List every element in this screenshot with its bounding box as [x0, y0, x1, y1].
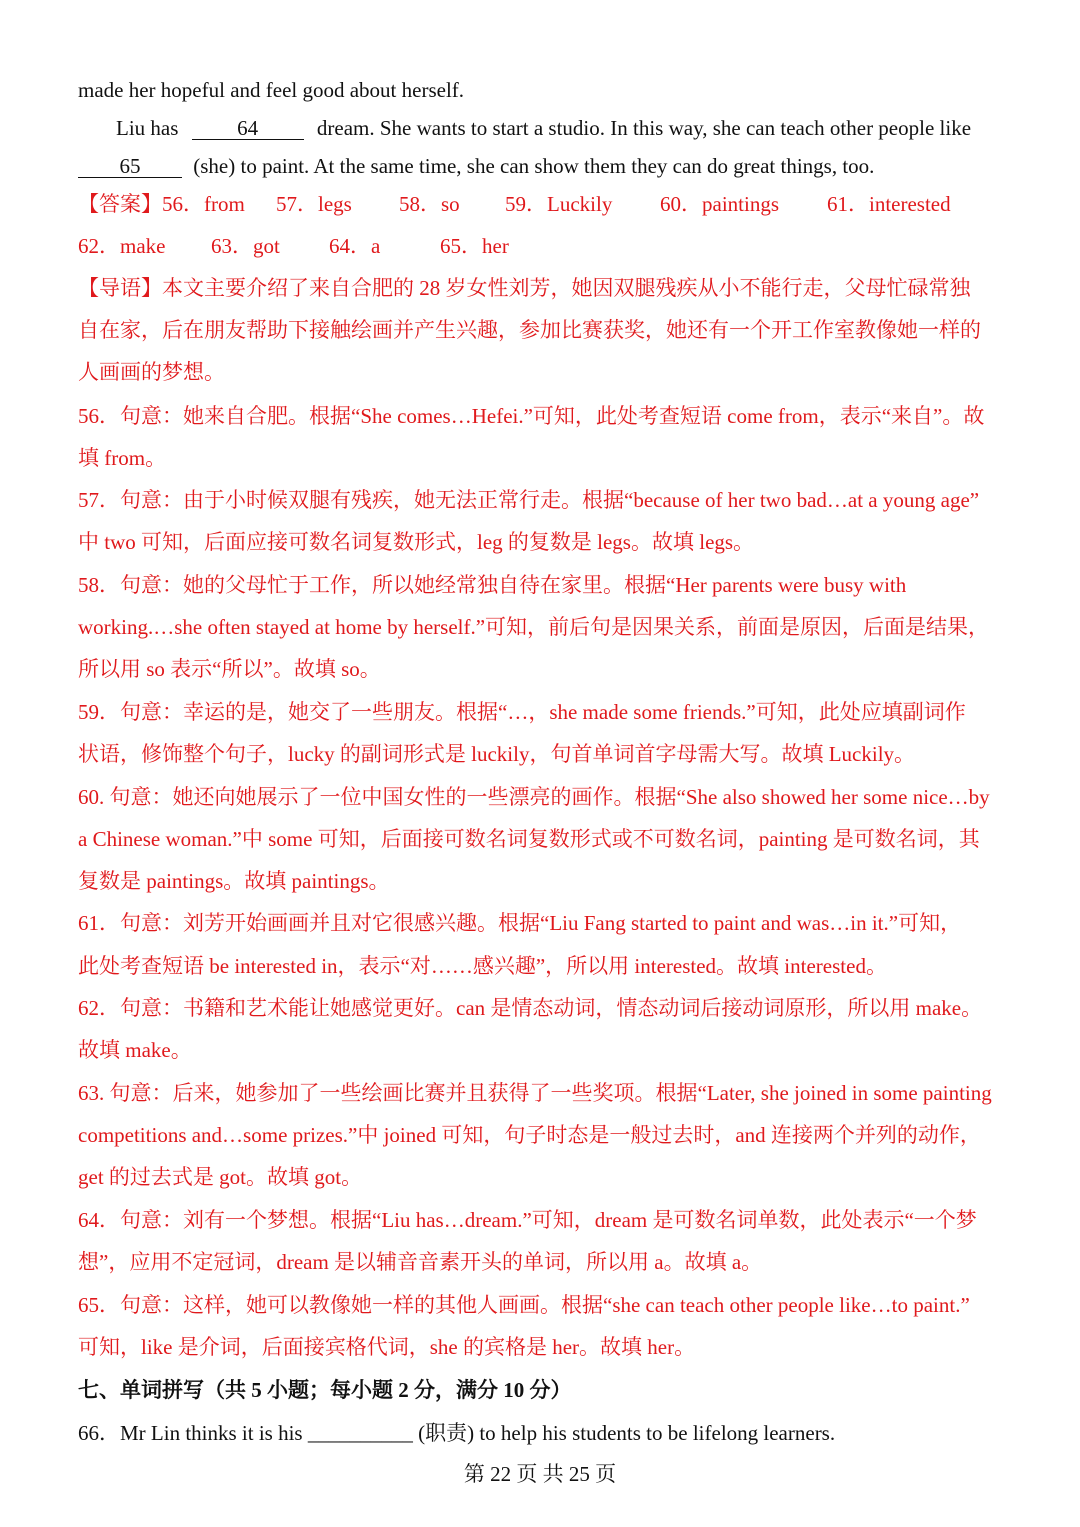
- blank-64: 64: [192, 117, 304, 140]
- section-heading-part: 七、单词拼写（共: [78, 1378, 252, 1402]
- explanation-line: get 的过去式是 got。故填 got。: [78, 1165, 363, 1189]
- explanation-line: 60. 句意：她还向她展示了一位中国女性的一些漂亮的画作。根据“She also showed her some nice…by: [78, 785, 990, 809]
- section-heading-total: 10: [503, 1378, 525, 1402]
- page-number: 第 22 页 共 25 页: [463, 1462, 617, 1486]
- answer-item: 63．got: [211, 234, 280, 258]
- guide-line-1: 【导语】本文主要介绍了来自合肥的 28 岁女性刘芳，她因双腿残疾从小不能行走，父母忙碌常独: [78, 276, 971, 300]
- passage-line-2-start: Liu has: [116, 116, 179, 140]
- explanation-line: 57．句意：由于小时候双腿有残疾，她无法正常行走。根据“because of her two bad…at a young age”: [78, 488, 980, 512]
- guide-line-3: 人画画的梦想。: [78, 360, 225, 384]
- answer-row-1: [78, 190, 1004, 218]
- explanation-line: 56．句意：她来自合肥。根据“She comes…Hefei.”可知，此处考查短语 come from，表示“来自”。故: [78, 404, 985, 428]
- answer-item: 60．paintings: [660, 192, 779, 216]
- question-66-blank: __________: [307, 1421, 413, 1445]
- explanation-line: 62．句意：书籍和艺术能让她感觉更好。can 是情态动词，情态动词后接动词原形，所以用 make。: [78, 996, 983, 1020]
- section-heading-points: 2: [398, 1378, 409, 1402]
- section-heading-part: 分，满分: [408, 1378, 504, 1402]
- explanation-line: 可知，like 是介词，后面接宾格代词，she 的宾格是 her。故填 her。: [78, 1335, 696, 1359]
- explanation-line: 63. 句意：后来，她参加了一些绘画比赛并且获得了一些奖项。根据“Later, she joined in some painting: [78, 1081, 992, 1105]
- answer-item: 64．a: [329, 234, 381, 258]
- explanation-line: 故填 make。: [78, 1038, 192, 1062]
- explanation-line: 59．句意：幸运的是，她交了一些朋友。根据“…，she made some friends.”可知，此处应填副词作: [78, 700, 966, 724]
- answer-item: 59．Luckily: [505, 192, 613, 216]
- question-66-end: (职责) to help his students to be lifelong learners.: [418, 1421, 836, 1445]
- explanation-line: a Chinese woman.”中 some 可知，后面接可数名词复数形式或不可数名词，painting 是可数名词，其: [78, 827, 980, 851]
- explanation-line: 中 two 可知，后面应接可数名词复数形式，leg 的复数是 legs。故填 legs。: [78, 530, 755, 554]
- explanation-line: 64．句意：刘有一个梦想。根据“Liu has…dream.”可知，dream 是可数名词单数，此处表示“一个梦: [78, 1208, 977, 1232]
- answer-item: 62．make: [78, 234, 166, 258]
- explanation-line: 想”，应用不定冠词，dream 是以辅音音素开头的单词，所以用 a。故填 a。: [78, 1250, 763, 1274]
- passage-line-3-end: (she) to paint. At the same time, she can show them they can do great things, too.: [193, 154, 875, 178]
- explanation-line: working.…she often stayed at home by herself.”可知，前后句是因果关系，前面是原因，后面是结果，: [78, 615, 990, 639]
- answer-item: 57．legs: [276, 192, 352, 216]
- answer-row-2: [78, 232, 1004, 260]
- explanation-line: 61．句意：刘芳开始画画并且对它很感兴趣。根据“Liu Fang started to paint and was…in it.”可知，: [78, 911, 962, 935]
- passage-line-1: made her hopeful and feel good about herself.: [78, 78, 465, 102]
- passage-line-2-end: dream. She wants to start a studio. In this way, she can teach other people like: [316, 116, 972, 140]
- blank-65: 65: [78, 155, 182, 178]
- answer-item: 56．from: [162, 192, 245, 216]
- explanation-line: 填 from。: [78, 446, 167, 470]
- section-heading-part: 小题；每小题: [261, 1378, 399, 1402]
- explanation-line: 58．句意：她的父母忙于工作，所以她经常独自待在家里。根据“Her parents were busy with: [78, 573, 907, 597]
- guide-line-2: 自在家，后在朋友帮助下接触绘画并产生兴趣，参加比赛获奖，她还有一个开工作室教像她一样的: [78, 318, 981, 342]
- explanation-line: 65．句意：这样，她可以教像她一样的其他人画画。根据“she can teach other people like…to paint.”: [78, 1293, 970, 1317]
- passage-line-3: [78, 152, 1004, 180]
- answer-item: 61．interested: [827, 192, 951, 216]
- explanation-line: 此处考查短语 be interested in，表示“对……感兴趣”，所以用 interested。故填 interested。: [78, 954, 887, 978]
- answer-item: 58．so: [399, 192, 460, 216]
- explanation-line: competitions and…some prizes.”中 joined 可知，句子时态是一般过去时，and 连接两个并列的动作，: [78, 1123, 981, 1147]
- section-heading-part: 分）: [524, 1378, 572, 1402]
- question-66: [78, 1419, 1004, 1447]
- explanation-line: 复数是 paintings。故填 paintings。: [78, 869, 390, 893]
- section-heading-count: 5: [251, 1378, 262, 1402]
- explanation-line: 状语，修饰整个句子，lucky 的副词形式是 luckily，句首单词首字母需大写。故填 Luckily。: [78, 742, 916, 766]
- passage-line-2: [116, 114, 1004, 142]
- explanation-line: 所以用 so 表示“所以”。故填 so。: [78, 657, 381, 681]
- section-heading: [78, 1376, 1004, 1404]
- answer-item: 65．her: [440, 234, 509, 258]
- answer-label: 【答案】: [78, 192, 162, 216]
- question-66-start: 66．Mr Lin thinks it is his: [78, 1421, 303, 1445]
